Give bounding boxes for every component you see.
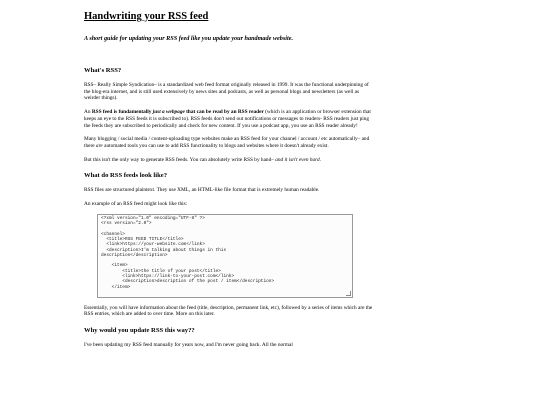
- section-heading-why-update: Why would you update RSS this way??: [84, 327, 195, 335]
- paragraph-essentially: Essentially, you will have information about the feed (title, description, permanent link, etc), followed by a series of items which are the RSS entries, which are added to over time. More on this later.: [84, 304, 373, 318]
- text-span: An: [84, 109, 92, 116]
- paragraph-updating-manually: I've been updating my RSS feed manually for years now, and I'm never going back. All the normal: [84, 342, 293, 349]
- article: [84, 10, 374, 349]
- paragraph-rss-feed-fundamental: [84, 109, 374, 129]
- section-heading-whats-rss: What's RSS?: [84, 67, 122, 74]
- section-heading-what-look-like: What do RSS feeds look like?: [84, 172, 167, 180]
- rss-code-textarea[interactable]: [97, 214, 353, 298]
- text-span: (which is an application or browser extension that keeps an eye to the RSS feeds it is subscribed to). RSS feeds don't send out notifications or messages to readers- RSS readers just ping the feeds they are subscribed to periodically and check for new content. If you use a podcast app, you use an RSS reader already!: [84, 109, 371, 129]
- text-span: automated tools you can use to add RSS functionality to blogs and websites where it doesn't already exist.: [102, 142, 329, 149]
- text-span: Many blogging / social media / content-uploading type websites make an RSS feed for your channel / account / etc automatically– and there: [84, 136, 370, 149]
- paragraph-rss-definition: RSS– Really Simple Syndication– is a standardized web feed format originally released in 1999. It was the functional underpinning of the blog-era internet, and is still used extensively by news sites and podcasts, as well as personal blogs and newsletters (as well as weirder things).: [84, 82, 369, 102]
- text-span: .: [319, 156, 321, 163]
- italic-text: and it isn't even hard: [275, 156, 320, 163]
- text-span: RSS feed is fundamentally: [91, 109, 153, 116]
- paragraph-automatic-rss: [84, 136, 374, 149]
- paragraph-structured-plaintext: RSS files are structured plaintext. They use XML, an HTML-like file format that is extremely human readable.: [84, 187, 320, 194]
- italic-text: just a webpage: [152, 109, 185, 116]
- paragraph-by-hand: [84, 157, 374, 164]
- page-subtitle: A short guide for updating your RSS feed like you update your handmade website.: [84, 35, 294, 42]
- text-span: But this isn't the only way to generate RSS feeds. You can absolutely write RSS by hand–: [84, 156, 276, 163]
- resize-handle-icon[interactable]: [346, 291, 351, 296]
- text-span: that can be read by an RSS reader: [184, 109, 264, 116]
- rss-code-content: <?xml version="1.0" encoding="UTF-8" ?> <rss version="2.0"> <channel> <title>RSS FEED TITLE</title> <link>https://your-website.com</link> <description>I'm talking about things in this description</description> <item> <title>the title of your post</title> <link>https://link-to-your-post.com</link> <description>description of the post / item</description> </item>: [101, 215, 275, 290]
- bold-text: [92, 109, 264, 115]
- paragraph-example-intro: An example of an RSS feed might look like this:: [84, 201, 188, 208]
- page-title: Handwriting your RSS feed: [84, 11, 209, 22]
- italic-text: are: [95, 142, 103, 149]
